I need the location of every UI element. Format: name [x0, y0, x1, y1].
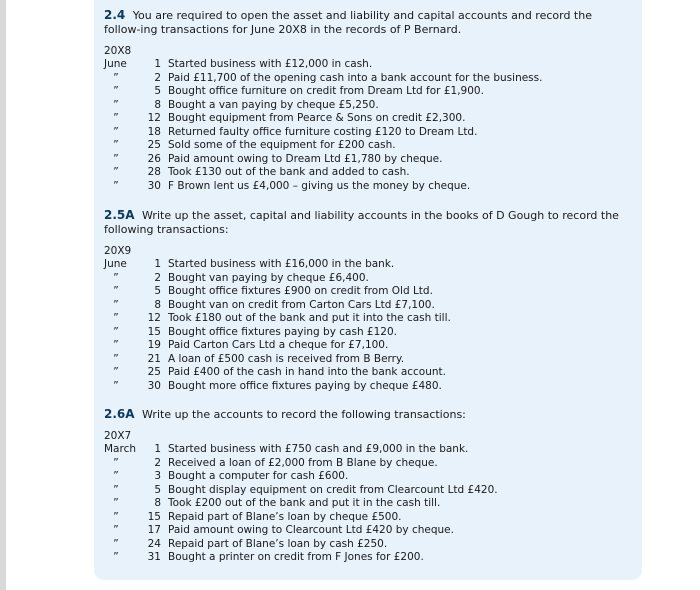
transaction-row [104, 166, 629, 180]
description: Took £200 out of the bank and put it in the cash till. [168, 497, 441, 509]
ditto-mark: ” [113, 524, 119, 536]
exercise-2-5a [104, 208, 629, 393]
description: Paid £400 of the cash in hand into the bank account. [168, 366, 446, 378]
description: Received a loan of £2,000 from B Blane by cheque. [168, 456, 438, 469]
day: 25 [147, 366, 161, 378]
description: Bought office fixtures £900 on credit from Old Ltd. [168, 285, 433, 297]
year-label: 20X8 [104, 45, 132, 57]
day: 24 [147, 537, 161, 550]
transaction-row [104, 443, 629, 457]
day: 15 [147, 510, 161, 523]
day: 8 [154, 298, 161, 311]
description: Bought office furniture on credit from Dream Ltd for £1,900. [168, 85, 484, 97]
description: Bought more office fixtures paying by cheque £480. [168, 379, 442, 392]
exercise-heading [104, 407, 629, 422]
description: Started business with £750 cash and £9,000 in the bank. [168, 443, 469, 455]
day: 5 [154, 85, 161, 97]
description: F Brown lent us £4,000 – giving us the money by cheque. [168, 179, 471, 192]
ditto-mark: ” [113, 352, 119, 365]
transaction-row [104, 285, 629, 299]
ditto-mark: ” [113, 551, 119, 563]
exercise-heading [104, 8, 629, 37]
transaction-row [104, 366, 629, 380]
description: Paid amount owing to Clearcount Ltd £420 by cheque. [168, 524, 454, 536]
exercise-number: 2.6A [104, 407, 135, 421]
description: Bought office fixtures paying by cash £120. [168, 325, 397, 338]
ditto-mark: ” [113, 179, 119, 192]
day: 30 [147, 379, 161, 392]
day: 25 [147, 139, 161, 151]
day: 28 [147, 166, 161, 178]
ditto-mark: ” [113, 285, 119, 297]
transaction-row [104, 139, 629, 153]
transaction-row [104, 299, 629, 313]
ditto-mark: ” [113, 139, 119, 151]
transaction-row [104, 312, 629, 326]
exercise-instruction: Write up the asset, capital and liability accounts in the books of D Gough to record the following transactions: [104, 209, 619, 236]
transaction-row [104, 112, 629, 126]
description: Bought a van paying by cheque £5,250. [168, 98, 379, 111]
transaction-row [104, 85, 629, 99]
day: 1 [154, 443, 161, 455]
day: 19 [147, 339, 161, 351]
description: A loan of £500 cash is received from B Berry. [168, 352, 405, 365]
ditto-mark: ” [113, 271, 119, 284]
ditto-mark: ” [113, 470, 119, 482]
description: Repaid part of Blane’s loan by cheque £500. [168, 510, 402, 523]
ditto-mark: ” [113, 312, 119, 324]
day: 8 [154, 98, 161, 111]
description: Bought display equipment on credit from Clearcount Ltd £420. [168, 483, 498, 496]
ditto-mark: ” [113, 339, 119, 351]
ditto-mark: ” [113, 510, 119, 523]
description: Started business with £12,000 in cash. [168, 58, 373, 70]
exercise-2-6a [104, 407, 629, 565]
transaction-list [104, 258, 629, 393]
day: 2 [154, 271, 161, 284]
month: June [104, 258, 127, 270]
description: Paid £11,700 of the opening cash into a bank account for the business. [168, 71, 543, 84]
description: Bought a computer for cash £600. [168, 470, 349, 482]
day: 21 [147, 352, 161, 365]
ditto-mark: ” [113, 483, 119, 496]
transaction-row [104, 339, 629, 353]
day: 5 [154, 483, 161, 496]
day: 12 [147, 112, 161, 124]
month: March [104, 443, 137, 455]
description: Bought van on credit from Carton Cars Ltd £7,100. [168, 298, 435, 311]
description: Took £130 out of the bank and added to cash. [168, 166, 410, 178]
day: 30 [147, 179, 161, 192]
description: Took £180 out of the bank and put it into the cash till. [168, 312, 451, 324]
transaction-row [104, 153, 629, 167]
ditto-mark: ” [113, 166, 119, 178]
year-label: 20X7 [104, 430, 132, 442]
description: Bought van paying by cheque £6,400. [168, 271, 369, 284]
transaction-row [104, 326, 629, 340]
day: 2 [154, 71, 161, 84]
year-label: 20X9 [104, 245, 132, 257]
transaction-row [104, 353, 629, 367]
transaction-row [104, 126, 629, 140]
ditto-mark: ” [113, 379, 119, 392]
day: 17 [147, 524, 161, 536]
transaction-row [104, 538, 629, 552]
month: June [104, 58, 127, 70]
transaction-row [104, 272, 629, 286]
transaction-row [104, 180, 629, 194]
transaction-list [104, 443, 629, 565]
description: Bought equipment from Pearce & Sons on credit £2,300. [168, 112, 466, 124]
ditto-mark: ” [113, 497, 119, 509]
transaction-row [104, 484, 629, 498]
ditto-mark: ” [113, 125, 119, 138]
exercise-number: 2.4 [104, 8, 126, 22]
transaction-list [104, 58, 629, 193]
transaction-row [104, 72, 629, 86]
transaction-row [104, 457, 629, 471]
ditto-mark: ” [113, 325, 119, 338]
exercise-heading [104, 208, 629, 237]
ditto-mark: ” [113, 85, 119, 97]
transaction-row [104, 380, 629, 394]
transaction-row [104, 58, 629, 72]
description: Repaid part of Blane’s loan by cash £250. [168, 537, 388, 550]
day: 2 [154, 456, 161, 469]
exercise-2-4 [104, 8, 629, 193]
description: Returned faulty office furniture costing £120 to Dream Ltd. [168, 125, 478, 138]
description: Sold some of the equipment for £200 cash. [168, 139, 396, 151]
ditto-mark: ” [113, 366, 119, 378]
transaction-row [104, 551, 629, 565]
day: 3 [154, 470, 161, 482]
day: 31 [147, 551, 161, 563]
page-edge [0, 0, 6, 590]
description: Paid amount owing to Dream Ltd £1,780 by cheque. [168, 152, 443, 165]
ditto-mark: ” [113, 71, 119, 84]
ditto-mark: ” [113, 537, 119, 550]
transaction-row [104, 524, 629, 538]
day: 8 [154, 497, 161, 509]
ditto-mark: ” [113, 152, 119, 165]
day: 26 [147, 152, 161, 165]
ditto-mark: ” [113, 298, 119, 311]
day: 1 [154, 58, 161, 70]
day: 12 [147, 312, 161, 324]
ditto-mark: ” [113, 456, 119, 469]
day: 1 [154, 258, 161, 270]
transaction-row [104, 497, 629, 511]
description: Paid Carton Cars Ltd a cheque for £7,100. [168, 339, 389, 351]
transaction-row [104, 99, 629, 113]
exercise-instruction: You are required to open the asset and liability and capital accounts and record the follow-ing transactions for June 20X8 in the records of P Bernard. [104, 9, 592, 36]
day: 18 [147, 125, 161, 138]
day: 15 [147, 325, 161, 338]
description: Bought a printer on credit from F Jones for £200. [168, 551, 424, 563]
description: Started business with £16,000 in the bank. [168, 258, 395, 270]
exercise-number: 2.5A [104, 208, 135, 222]
day: 5 [154, 285, 161, 297]
exercise-instruction: Write up the accounts to record the following transactions: [142, 408, 466, 421]
transaction-row [104, 511, 629, 525]
transaction-row [104, 470, 629, 484]
transaction-row [104, 258, 629, 272]
ditto-mark: ” [113, 112, 119, 124]
ditto-mark: ” [113, 98, 119, 111]
